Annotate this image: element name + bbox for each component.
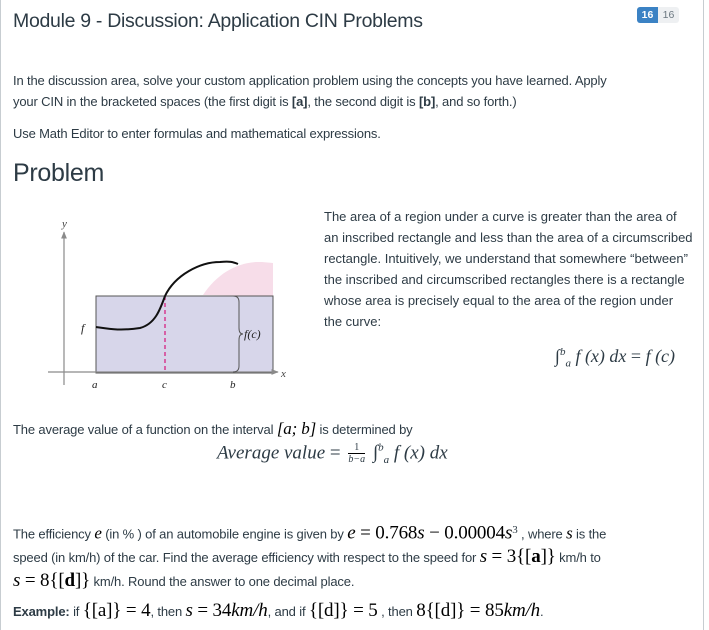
formula-minus: − 0.00004 xyxy=(424,522,505,544)
int-lower: a xyxy=(565,357,571,370)
s1-end: ]} xyxy=(540,546,556,568)
eff-t3: , where xyxy=(517,526,567,542)
ex-m4-unit: km/h xyxy=(503,600,541,621)
intro-line-2-mid: , the second digit is xyxy=(307,94,419,109)
intro-line-2: your CIN in the bracketed spaces (the first digit is xyxy=(13,94,292,109)
ex-m2-unit: km/h xyxy=(231,600,268,621)
example-label: Example: xyxy=(13,604,70,619)
math-editor-note: Use Math Editor to enter formulas and mathematical expressions. xyxy=(13,126,381,141)
average-value-intro xyxy=(13,418,413,440)
average-value-formula: Average value = $\frac{1}{b-a}$ ∫$^b_a$ f (x) dx xyxy=(217,442,448,467)
avg-integrand: f (x) dx xyxy=(393,442,448,464)
mean-value-figure xyxy=(40,200,300,400)
avg-int-lower: a xyxy=(383,454,390,467)
eff-t6: km/h to xyxy=(555,550,601,566)
intro-line-2-end: , and so forth.) xyxy=(435,94,517,109)
total-count-badge[interactable]: 16 xyxy=(658,7,679,23)
avg-text-post: is determined by xyxy=(316,422,413,437)
eff-t1: The efficiency xyxy=(13,526,95,542)
pink-region xyxy=(203,262,273,296)
formula-exp: 3 xyxy=(512,524,518,536)
x-axis-label: x xyxy=(281,368,286,380)
var-s: s xyxy=(566,523,573,543)
fc-label: f(c) xyxy=(244,327,261,341)
page-title: Module 9 - Discussion: Application CIN Problems xyxy=(13,10,423,32)
formula-s2: s xyxy=(504,522,513,544)
ex-t2: , then xyxy=(150,604,186,619)
ex-t1: if xyxy=(69,604,83,619)
formula-s: s xyxy=(417,522,425,544)
interval: [a; b] xyxy=(276,419,317,438)
ex-t3: , and if xyxy=(267,604,309,619)
efficiency-problem xyxy=(13,519,606,593)
ex-t5: . xyxy=(540,604,544,619)
avg-int-upper: b xyxy=(378,442,384,454)
formula-lhs: e xyxy=(347,522,356,544)
problem-explanation: The area of a region under a curve is greater than the area of an inscribed rectangle and less than the area of a circumscribed rectangle. Intuitively, we understand that somewhere “between” the inscribed and circumscribed rectangles there is a rectangle whose area is precisely equal to the area of the region under the curve: xyxy=(324,209,693,329)
formula-eq: = 0.768 xyxy=(355,522,418,544)
avg-text-pre: The average value of a function on the interval xyxy=(13,422,277,437)
ex-m2: = 34 xyxy=(192,600,232,621)
f-label: f xyxy=(81,321,85,335)
frac-den: b−a xyxy=(348,454,366,466)
s2-var: s xyxy=(13,570,21,592)
avg-fraction xyxy=(348,442,365,465)
s1-a: a xyxy=(531,546,541,568)
ex-m3: {[d]} = 5 xyxy=(308,600,378,621)
ex-m2-var: s xyxy=(185,600,193,621)
frac-num: 1 xyxy=(348,442,365,454)
int-upper: b xyxy=(559,346,566,358)
s2-d: d xyxy=(64,570,75,592)
mean-value-equation: ∫$^b_a$ f (x) dx = f (c) xyxy=(555,346,676,370)
s1-val: = 3{[ xyxy=(486,546,532,568)
s1-var: s xyxy=(479,546,487,568)
integrand: f (x) dx xyxy=(575,346,627,366)
s2-val: = 8{[ xyxy=(20,570,65,592)
equals: = xyxy=(630,346,642,366)
tick-a: a xyxy=(92,379,98,391)
y-axis-label: y xyxy=(62,218,67,230)
eq-rhs: f (c) xyxy=(645,346,676,366)
tick-b: b xyxy=(230,379,236,391)
intro-paragraph xyxy=(13,70,607,112)
tick-c: c xyxy=(162,379,167,391)
eff-t7: km/h. Round the answer to one decimal place. xyxy=(90,574,355,590)
avg-equals: = xyxy=(329,442,341,464)
cin-a: [a] xyxy=(291,94,308,109)
ex-t4: , then xyxy=(377,604,417,619)
ex-m4: 8{[d]} = 85 xyxy=(416,600,504,621)
var-e: e xyxy=(94,523,102,543)
intro-line-1: In the discussion area, solve your custom application problem using the concepts you have learned. Apply xyxy=(13,73,607,88)
eff-t4: is the xyxy=(572,526,607,542)
avg-lhs: Average value xyxy=(217,442,326,464)
example-line xyxy=(13,600,544,622)
eff-t2: (in % ) of an automobile engine is given by xyxy=(101,526,348,542)
eff-t5: speed (in km/h) of the car. Find the average efficiency with respect to the speed for xyxy=(13,550,480,566)
cin-b: [b] xyxy=(418,94,436,109)
problem-heading: Problem xyxy=(13,159,104,187)
s2-end: ]} xyxy=(74,570,91,592)
unread-count-badge[interactable]: 16 xyxy=(637,7,658,23)
ex-m1: {[a]} = 4 xyxy=(82,600,151,621)
